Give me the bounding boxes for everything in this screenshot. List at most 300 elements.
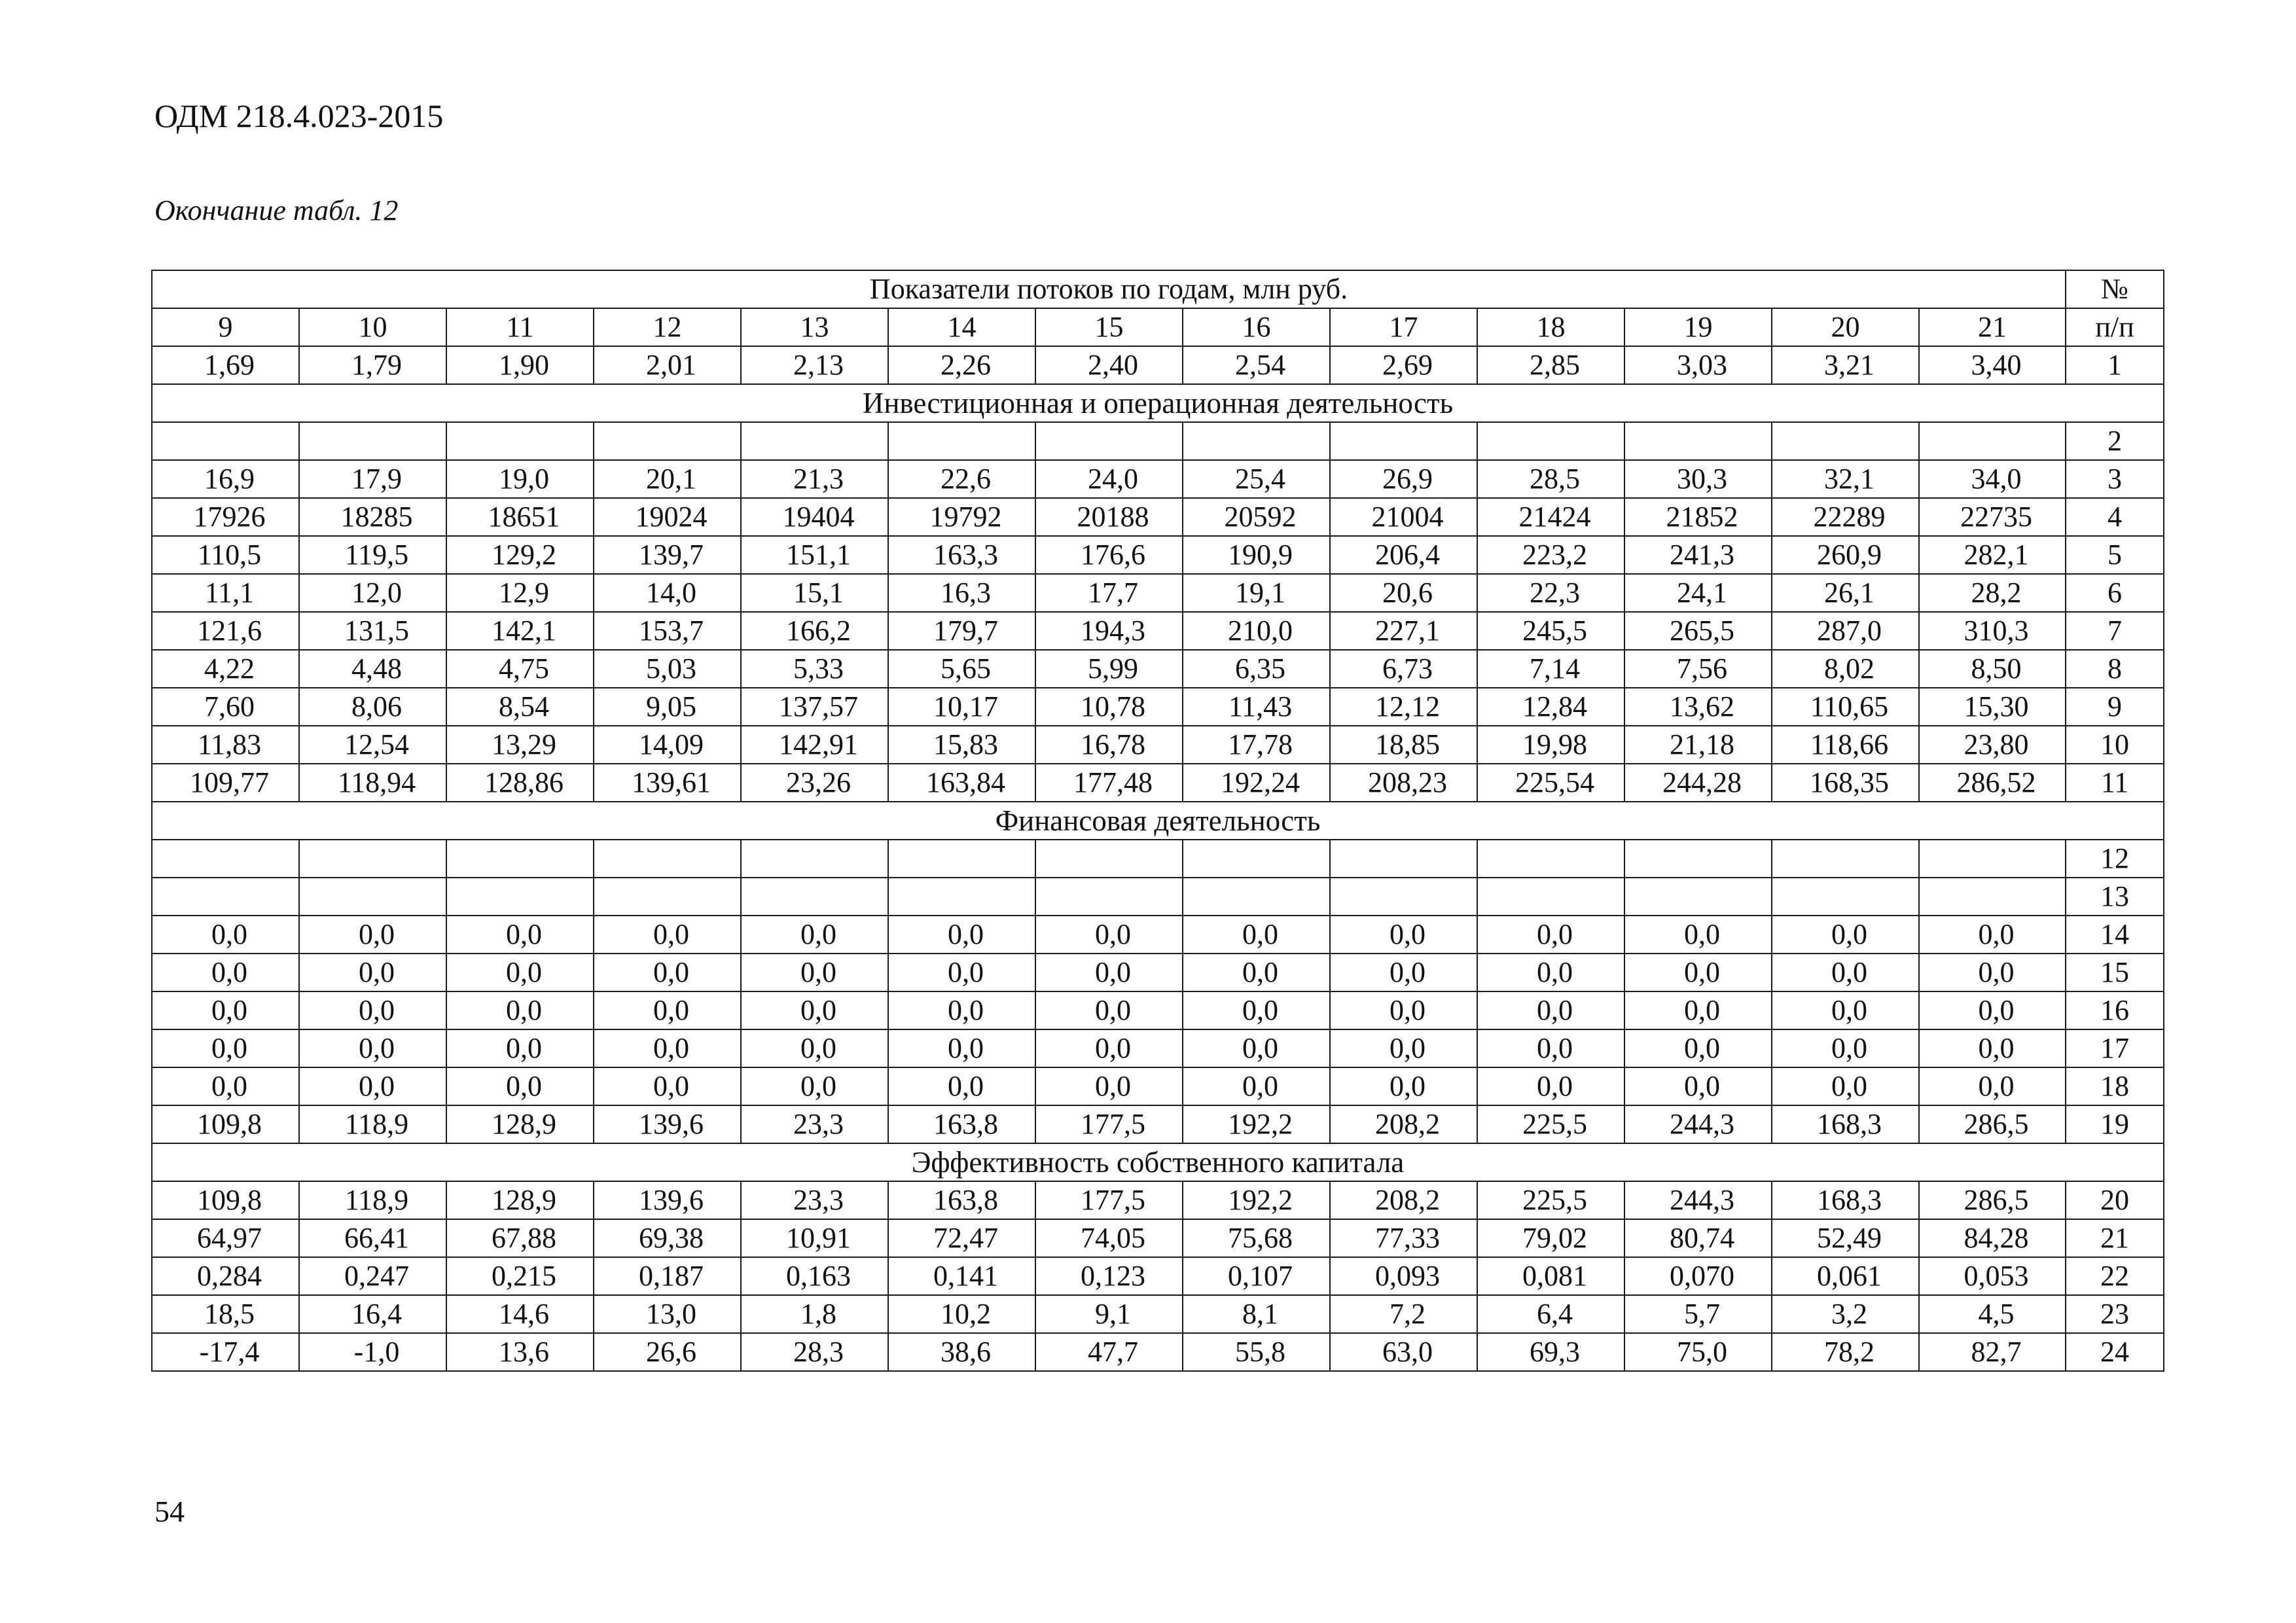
table-cell: 192,24 [1183, 764, 1330, 802]
table-cell: 32,1 [1772, 460, 1919, 498]
table-cell: 118,94 [299, 764, 446, 802]
table-cell: 22735 [1919, 498, 2066, 536]
table-cell: 225,5 [1477, 1105, 1624, 1143]
table-cell: 0,0 [299, 991, 446, 1029]
table-cell: 0,0 [1919, 1067, 2066, 1105]
table-cell: 0,0 [1477, 991, 1624, 1029]
table-cell: 0,0 [152, 1067, 299, 1105]
table-cell: 286,5 [1919, 1181, 2066, 1219]
table-cell: 0,0 [1772, 954, 1919, 991]
table-cell: 75,68 [1183, 1219, 1330, 1257]
table-row [152, 764, 2164, 802]
table-row [152, 1219, 2164, 1257]
table-cell [888, 422, 1035, 460]
row-number-cell: 11 [2066, 764, 2164, 802]
table-cell: 0,187 [594, 1257, 741, 1295]
table-cell: 206,4 [1330, 536, 1477, 574]
table-cell: 139,6 [594, 1105, 741, 1143]
table-cell: 19404 [741, 498, 888, 536]
table-cell: 109,8 [152, 1181, 299, 1219]
table-cell: 17,9 [299, 460, 446, 498]
table-cell: 128,86 [446, 764, 594, 802]
table-cell: 11,1 [152, 574, 299, 612]
section-row [152, 802, 2164, 840]
table-cell: 80,74 [1624, 1219, 1772, 1257]
table-cell: 12,0 [299, 574, 446, 612]
table-cell [446, 840, 594, 878]
table-cell: 63,0 [1330, 1333, 1477, 1371]
row-number-cell: 9 [2066, 688, 2164, 726]
table-cell: 0,0 [1035, 954, 1183, 991]
table-cell: 30,3 [1624, 460, 1772, 498]
table-row [152, 1029, 2164, 1067]
table-row [152, 954, 2164, 991]
table-cell: 0,0 [1330, 1067, 1477, 1105]
table-cell: 0,0 [446, 1067, 594, 1105]
table-row [152, 1181, 2164, 1219]
table-cell: 3,2 [1772, 1295, 1919, 1333]
table-cell: 0,0 [299, 916, 446, 954]
table-cell: 0,093 [1330, 1257, 1477, 1295]
table-cell: 22289 [1772, 498, 1919, 536]
table-row [152, 498, 2164, 536]
table-cell: 0,0 [446, 916, 594, 954]
row-number-cell: 1 [2066, 346, 2164, 384]
table-cell: 0,0 [1183, 1067, 1330, 1105]
row-number-cell: 13 [2066, 878, 2164, 916]
table-cell: 14,6 [446, 1295, 594, 1333]
table-cell: 0,0 [1624, 991, 1772, 1029]
year-header-cell: 15 [1035, 308, 1183, 346]
table-cell: 0,0 [1772, 1029, 1919, 1067]
table-cell: 22,3 [1477, 574, 1624, 612]
row-number-cell: 8 [2066, 650, 2164, 688]
table-cell: 9,1 [1035, 1295, 1183, 1333]
table-cell: 168,3 [1772, 1181, 1919, 1219]
table-cell: 0,0 [888, 991, 1035, 1029]
page-number: 54 [154, 1495, 185, 1528]
table-cell: 15,83 [888, 726, 1035, 764]
table-cell: 82,7 [1919, 1333, 2066, 1371]
table-row [152, 1295, 2164, 1333]
table-cell: 163,84 [888, 764, 1035, 802]
table-cell: 18,85 [1330, 726, 1477, 764]
table-cell: 13,62 [1624, 688, 1772, 726]
table-cell: 177,48 [1035, 764, 1183, 802]
table-cell: 0,0 [1772, 1067, 1919, 1105]
table-cell: 0,061 [1772, 1257, 1919, 1295]
table-cell: 286,52 [1919, 764, 2066, 802]
table-cell: 0,0 [1330, 991, 1477, 1029]
table-cell: 66,41 [299, 1219, 446, 1257]
table-cell: 0,0 [594, 991, 741, 1029]
table-cell: 139,6 [594, 1181, 741, 1219]
table-cell: 0,070 [1624, 1257, 1772, 1295]
table-cell: 0,0 [152, 954, 299, 991]
table-cell: 245,5 [1477, 612, 1624, 650]
table-cell: 0,0 [741, 1029, 888, 1067]
table-cell: 244,3 [1624, 1105, 1772, 1143]
table-cell [1035, 840, 1183, 878]
table-cell: 11,83 [152, 726, 299, 764]
table-cell: 24,1 [1624, 574, 1772, 612]
table-cell [594, 422, 741, 460]
table-cell: 208,2 [1330, 1181, 1477, 1219]
table-cell: 17,78 [1183, 726, 1330, 764]
table-row [152, 878, 2164, 916]
table-cell: 0,0 [1477, 1067, 1624, 1105]
table-cell: 225,54 [1477, 764, 1624, 802]
table-cell: 0,0 [1919, 916, 2066, 954]
table-cell [1330, 840, 1477, 878]
table-cell: 1,69 [152, 346, 299, 384]
table-cell: 163,8 [888, 1105, 1035, 1143]
table-cell: 3,21 [1772, 346, 1919, 384]
cash-flow-table [151, 270, 2164, 1372]
table-cell: 0,0 [594, 954, 741, 991]
row-number-header-top: № [2066, 270, 2164, 308]
table-cell: 142,1 [446, 612, 594, 650]
table-cell: 11,43 [1183, 688, 1330, 726]
table-cell: 21,3 [741, 460, 888, 498]
table-cell: 7,56 [1624, 650, 1772, 688]
table-cell: 1,90 [446, 346, 594, 384]
table-cell: 26,9 [1330, 460, 1477, 498]
table-cell: 0,247 [299, 1257, 446, 1295]
table-cell [888, 878, 1035, 916]
table-cell: 2,13 [741, 346, 888, 384]
table-cell: 244,3 [1624, 1181, 1772, 1219]
table-cell [152, 422, 299, 460]
table-row [152, 650, 2164, 688]
table-cell [1772, 422, 1919, 460]
table-cell: 168,3 [1772, 1105, 1919, 1143]
table-cell: 0,0 [446, 991, 594, 1029]
row-number-cell: 15 [2066, 954, 2164, 991]
table-cell [1183, 878, 1330, 916]
table-cell: 15,1 [741, 574, 888, 612]
table-cell: 0,0 [1035, 1067, 1183, 1105]
table-cell: 177,5 [1035, 1105, 1183, 1143]
table-cell: 6,73 [1330, 650, 1477, 688]
table-cell: 12,12 [1330, 688, 1477, 726]
table-cell: 179,7 [888, 612, 1035, 650]
header-row-caption [152, 270, 2164, 308]
table-cell: 0,0 [741, 916, 888, 954]
table-cell: 0,0 [741, 1067, 888, 1105]
table-row [152, 1333, 2164, 1371]
table-cell: 2,26 [888, 346, 1035, 384]
table-cell: 0,0 [1330, 916, 1477, 954]
table-cell [1624, 878, 1772, 916]
table-cell: 8,54 [446, 688, 594, 726]
table-cell: 0,123 [1035, 1257, 1183, 1295]
table-cell: 0,0 [299, 954, 446, 991]
table-cell: 166,2 [741, 612, 888, 650]
table-cell: 0,0 [1183, 1029, 1330, 1067]
table-cell: 74,05 [1035, 1219, 1183, 1257]
table-cell [446, 422, 594, 460]
table-cell: 118,9 [299, 1181, 446, 1219]
table-cell: 16,9 [152, 460, 299, 498]
table-cell: 6,4 [1477, 1295, 1624, 1333]
table-cell [1919, 840, 2066, 878]
table-cell: 0,0 [888, 1067, 1035, 1105]
year-header-cell: 16 [1183, 308, 1330, 346]
table-cell: 28,5 [1477, 460, 1624, 498]
table-row [152, 536, 2164, 574]
table-cell: 20,1 [594, 460, 741, 498]
table-cell: 77,33 [1330, 1219, 1477, 1257]
table-cell: 0,0 [1624, 1067, 1772, 1105]
table-cell: 5,7 [1624, 1295, 1772, 1333]
table-cell: 0,215 [446, 1257, 594, 1295]
table-cell: 244,28 [1624, 764, 1772, 802]
row-number-cell: 4 [2066, 498, 2164, 536]
table-cell: 110,65 [1772, 688, 1919, 726]
table-cell: 0,141 [888, 1257, 1035, 1295]
table-cell: 0,0 [1919, 1029, 2066, 1067]
table-cell: 0,0 [1919, 954, 2066, 991]
table-cell: 128,9 [446, 1105, 594, 1143]
table-cell: 12,84 [1477, 688, 1624, 726]
table-cell: 0,107 [1183, 1257, 1330, 1295]
table-cell [1477, 840, 1624, 878]
table-cell: 121,6 [152, 612, 299, 650]
table-cell: 78,2 [1772, 1333, 1919, 1371]
table-cell: 16,4 [299, 1295, 446, 1333]
row-number-cell: 7 [2066, 612, 2164, 650]
table-cell: 17926 [152, 498, 299, 536]
table-cell: 14,0 [594, 574, 741, 612]
table-cell: 0,0 [1624, 954, 1772, 991]
table-cell: 151,1 [741, 536, 888, 574]
table-row [152, 1067, 2164, 1105]
table-cell [1330, 878, 1477, 916]
table-cell: 8,1 [1183, 1295, 1330, 1333]
table-cell [1183, 422, 1330, 460]
table-cell: 260,9 [1772, 536, 1919, 574]
table-cell: 7,14 [1477, 650, 1624, 688]
table-cell: 26,1 [1772, 574, 1919, 612]
table-cell: 21424 [1477, 498, 1624, 536]
table-cell [446, 878, 594, 916]
table-cell: 139,61 [594, 764, 741, 802]
row-number-cell: 18 [2066, 1067, 2164, 1105]
table-cell: 0,0 [594, 1029, 741, 1067]
table-cell [1919, 878, 2066, 916]
table-cell: 10,2 [888, 1295, 1035, 1333]
table-cell: 6,35 [1183, 650, 1330, 688]
year-header-cell: 17 [1330, 308, 1477, 346]
table-continuation-caption: Окончание табл. 12 [154, 194, 399, 226]
table-cell: 0,0 [299, 1029, 446, 1067]
table-cell: 163,3 [888, 536, 1035, 574]
table-cell: 7,60 [152, 688, 299, 726]
table-cell: 0,0 [152, 991, 299, 1029]
row-number-cell: 2 [2066, 422, 2164, 460]
table-cell: 67,88 [446, 1219, 594, 1257]
table-cell: 0,053 [1919, 1257, 2066, 1295]
table-cell [1624, 840, 1772, 878]
table-cell: 0,0 [299, 1067, 446, 1105]
table-cell: 0,0 [1624, 916, 1772, 954]
table-cell: -1,0 [299, 1333, 446, 1371]
table-row [152, 574, 2164, 612]
table-cell: 142,91 [741, 726, 888, 764]
table-cell: 0,163 [741, 1257, 888, 1295]
table-cell: -17,4 [152, 1333, 299, 1371]
table-cell: 128,9 [446, 1181, 594, 1219]
row-number-cell: 14 [2066, 916, 2164, 954]
table-cell [299, 878, 446, 916]
table-cell: 13,29 [446, 726, 594, 764]
table-cell: 12,9 [446, 574, 594, 612]
table-cell: 13,0 [594, 1295, 741, 1333]
row-number-cell: 21 [2066, 1219, 2164, 1257]
table-cell: 0,0 [446, 1029, 594, 1067]
header-row-years [152, 308, 2164, 346]
table-cell: 0,0 [888, 916, 1035, 954]
table-cell: 55,8 [1183, 1333, 1330, 1371]
table-cell: 0,284 [152, 1257, 299, 1295]
row-number-cell: 20 [2066, 1181, 2164, 1219]
table-cell: 118,66 [1772, 726, 1919, 764]
table-cell [152, 840, 299, 878]
table-cell: 4,48 [299, 650, 446, 688]
table-cell: 0,0 [152, 1029, 299, 1067]
year-header-cell: 9 [152, 308, 299, 346]
table-cell [299, 422, 446, 460]
table-cell: 139,7 [594, 536, 741, 574]
table-cell: 12,54 [299, 726, 446, 764]
year-header-cell: 10 [299, 308, 446, 346]
table-cell: 131,5 [299, 612, 446, 650]
year-header-cell: 20 [1772, 308, 1919, 346]
table-cell: 23,80 [1919, 726, 2066, 764]
table-cell: 72,47 [888, 1219, 1035, 1257]
table-cell: 8,50 [1919, 650, 2066, 688]
table-cell: 163,8 [888, 1181, 1035, 1219]
table-body [152, 270, 2164, 1371]
table-cell: 0,0 [1624, 1029, 1772, 1067]
table-cell: 13,6 [446, 1333, 594, 1371]
table-cell: 0,0 [1330, 954, 1477, 991]
table-cell: 18,5 [152, 1295, 299, 1333]
table-cell: 2,69 [1330, 346, 1477, 384]
table-cell: 34,0 [1919, 460, 2066, 498]
table-cell [888, 840, 1035, 878]
table-row [152, 1105, 2164, 1143]
table-cell: 9,05 [594, 688, 741, 726]
table-cell: 8,06 [299, 688, 446, 726]
table-cell [1772, 840, 1919, 878]
table-cell: 84,28 [1919, 1219, 2066, 1257]
table-cell: 19792 [888, 498, 1035, 536]
table-row [152, 688, 2164, 726]
table-cell [1035, 878, 1183, 916]
table-cell: 129,2 [446, 536, 594, 574]
table-cell: 10,17 [888, 688, 1035, 726]
table-cell [1477, 422, 1624, 460]
table-cell [299, 840, 446, 878]
table-cell: 4,22 [152, 650, 299, 688]
table-cell [1624, 422, 1772, 460]
table-cell: 47,7 [1035, 1333, 1183, 1371]
table-cell [1035, 422, 1183, 460]
table-cell: 3,40 [1919, 346, 2066, 384]
table-cell: 69,38 [594, 1219, 741, 1257]
year-header-cell: 13 [741, 308, 888, 346]
row-number-cell: 10 [2066, 726, 2164, 764]
table-cell: 192,2 [1183, 1105, 1330, 1143]
table-caption: Показатели потоков по годам, млн руб. [152, 270, 2066, 308]
table-cell: 265,5 [1624, 612, 1772, 650]
table-cell: 20,6 [1330, 574, 1477, 612]
table-cell [1772, 878, 1919, 916]
table-cell: 26,6 [594, 1333, 741, 1371]
table-cell: 4,75 [446, 650, 594, 688]
table-cell: 17,7 [1035, 574, 1183, 612]
table-cell: 0,0 [1035, 916, 1183, 954]
row-number-cell: 23 [2066, 1295, 2164, 1333]
year-header-cell: 19 [1624, 308, 1772, 346]
table-cell: 0,0 [1477, 954, 1624, 991]
table-cell [741, 878, 888, 916]
table-cell: 0,0 [1477, 916, 1624, 954]
table-cell [1183, 840, 1330, 878]
row-number-cell: 6 [2066, 574, 2164, 612]
table-cell: 7,2 [1330, 1295, 1477, 1333]
table-cell: 208,23 [1330, 764, 1477, 802]
row-number-cell: 17 [2066, 1029, 2164, 1067]
table-cell: 2,85 [1477, 346, 1624, 384]
table-cell: 52,49 [1772, 1219, 1919, 1257]
table-cell [1330, 422, 1477, 460]
table-cell: 110,5 [152, 536, 299, 574]
row-number-cell: 22 [2066, 1257, 2164, 1295]
table-cell: 23,3 [741, 1105, 888, 1143]
table-cell: 210,0 [1183, 612, 1330, 650]
table-cell: 2,40 [1035, 346, 1183, 384]
section-title: Инвестиционная и операционная деятельность [152, 384, 2164, 422]
table-cell: 0,0 [1183, 954, 1330, 991]
table-cell: 0,0 [594, 1067, 741, 1105]
table-cell: 310,3 [1919, 612, 2066, 650]
table-cell: 21,18 [1624, 726, 1772, 764]
section-row [152, 384, 2164, 422]
table-cell: 18651 [446, 498, 594, 536]
table-cell: 0,0 [446, 954, 594, 991]
table-cell: 0,0 [594, 916, 741, 954]
table-cell: 5,99 [1035, 650, 1183, 688]
table-cell: 69,3 [1477, 1333, 1624, 1371]
table-cell: 168,35 [1772, 764, 1919, 802]
year-header-cell: 18 [1477, 308, 1624, 346]
table-cell: 2,54 [1183, 346, 1330, 384]
table-cell [1477, 878, 1624, 916]
row-number-cell: 24 [2066, 1333, 2164, 1371]
table-cell: 0,0 [152, 916, 299, 954]
table-cell: 0,0 [741, 991, 888, 1029]
table-cell: 18285 [299, 498, 446, 536]
table-cell: 208,2 [1330, 1105, 1477, 1143]
table-cell: 109,8 [152, 1105, 299, 1143]
table-cell: 192,2 [1183, 1181, 1330, 1219]
table-cell: 0,0 [1183, 991, 1330, 1029]
table-row [152, 422, 2164, 460]
table-cell: 15,30 [1919, 688, 2066, 726]
